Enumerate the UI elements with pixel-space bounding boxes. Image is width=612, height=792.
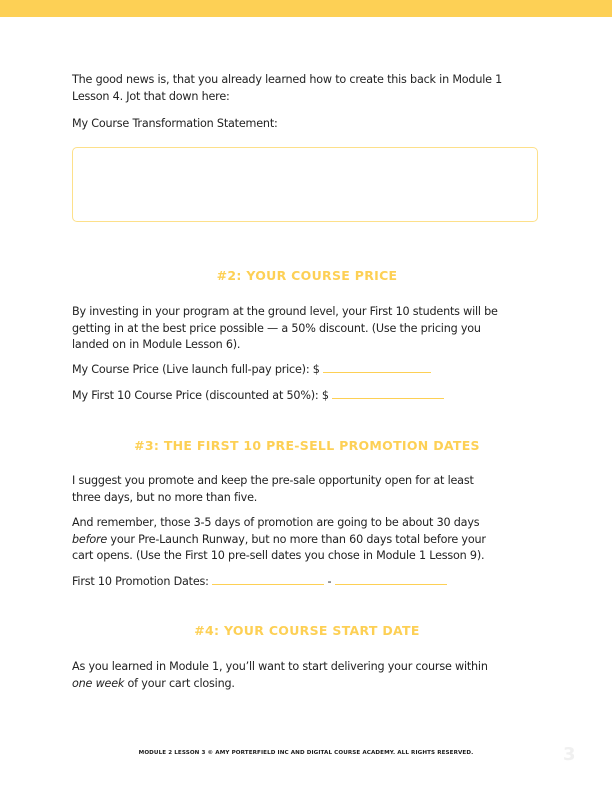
section-4-para-line-2 <box>72 675 235 692</box>
course-price-label: My Course Price (Live launch full-pay price): $ <box>72 363 320 376</box>
transformation-statement-input[interactable] <box>72 147 538 222</box>
section-3-heading: #3: THE FIRST 10 PRE-SELL PROMOTION DATES <box>134 438 480 453</box>
discount-price-row <box>72 387 444 404</box>
intro-line-1: The good news is, that you already learned how to create this back in Module 1 <box>72 73 503 86</box>
section-2-heading: #2: YOUR COURSE PRICE <box>216 268 398 283</box>
section-2-para-line-2: getting in at the best price possible — a 50% discount. (Use the pricing you <box>72 322 481 335</box>
section-3-para-2-line-2 <box>72 531 486 548</box>
section-4-italic-one-week: one week <box>72 677 125 690</box>
section-3-para-2-line-3: cart opens. (Use the First 10 pre-sell dates you chose in Module 1 Lesson 9). <box>72 549 485 562</box>
section-3-para-2-line-2-rest: your Pre-Launch Runway, but no more than 60 days total before your <box>107 533 486 546</box>
section-2-para-line-1: By investing in your program at the ground level, your First 10 students will be <box>72 305 498 318</box>
section-4-para-line-2-rest: of your cart closing. <box>124 677 235 690</box>
section-3-para-2-line-1: And remember, those 3-5 days of promotion are going to be about 30 days <box>72 516 480 529</box>
section-3-para-1-line-1: I suggest you promote and keep the pre-sale opportunity open for at least <box>72 474 474 487</box>
intro-line-2: Lesson 4. Jot that down here: <box>72 90 230 103</box>
section-2-para-line-3: landed on in Module Lesson 6). <box>72 338 241 351</box>
discount-price-label: My First 10 Course Price (discounted at 50%): $ <box>72 389 329 402</box>
statement-label: My Course Transformation Statement: <box>72 117 278 130</box>
section-4-heading: #4: YOUR COURSE START DATE <box>194 623 420 638</box>
section-4-para-line-1: As you learned in Module 1, you’ll want to start delivering your course within <box>72 660 488 673</box>
promotion-start-date-blank[interactable] <box>212 574 324 585</box>
section-3-italic-before: before <box>72 533 108 546</box>
footer-copyright: MODULE 2 LESSON 3 © AMY PORTERFIELD INC AND DIGITAL COURSE ACADEMY. ALL RIGHTS RESERVED. <box>138 750 474 756</box>
header-accent-bar <box>0 0 612 17</box>
discount-price-blank[interactable] <box>332 388 444 399</box>
course-price-blank[interactable] <box>323 362 431 373</box>
course-price-row <box>72 361 431 378</box>
page-number: 3 <box>563 744 576 765</box>
promotion-dates-row <box>72 573 447 590</box>
section-3-para-1-line-2: three days, but no more than five. <box>72 491 258 504</box>
promotion-dates-separator: - <box>327 575 332 588</box>
promotion-dates-label: First 10 Promotion Dates: <box>72 575 209 588</box>
promotion-end-date-blank[interactable] <box>335 574 447 585</box>
